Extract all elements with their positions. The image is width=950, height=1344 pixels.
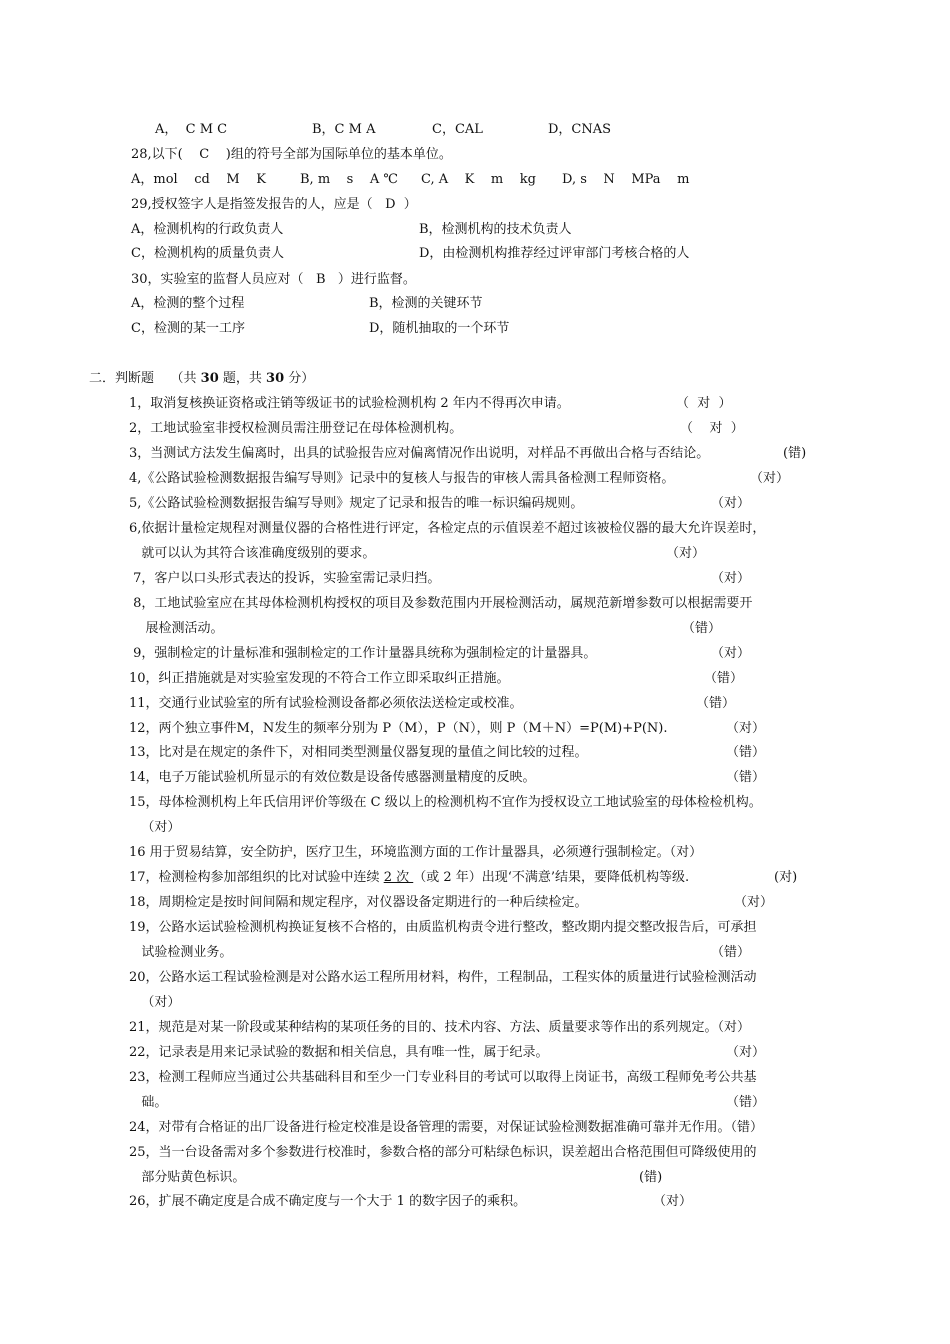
question-30-option-b: B，检测的关键环节 [369,296,483,311]
judgment-underlined-text: 2 次 [383,870,414,885]
judgment-answer: （对） [711,646,751,661]
question-28-option-d: D, s N MPa m [562,172,690,187]
judgment-text: 26，扩展不确定度是合成不确定度与一个大于 1 的数字因子的乘积。 [129,1194,527,1209]
judgment-text: 1，取消复核换证资格或注销等级证书的试验检测机构 2 年内不得再次申请。 [129,396,570,411]
judgment-answer: （对） [666,546,706,561]
judgment-item [129,795,762,811]
judgment-item [129,1170,245,1186]
judgment-item [129,446,709,462]
judgment-item [129,1194,526,1210]
judgment-text: 19，公路水运试验检测机构换证复核不合格的，由质监机构责令进行整改，整改期内提交整改报告后，可承担 [129,920,757,935]
judgment-item [129,945,232,961]
prev-option-a: A， C M C [155,122,228,137]
judgment-item [129,671,510,687]
judgment-answer: （错） [726,1095,766,1110]
judgment-answer: （ 对 ） [676,396,732,411]
judgment-text: 展检测活动。 [129,621,224,636]
judgment-text: 部分贴黄色标识。 [129,1170,246,1185]
judgment-text: （对） [129,995,181,1010]
judgment-text: 18，周期检定是按时间间隔和规定程序，对仪器设备定期进行的一种后续检定。 [129,895,588,910]
judgment-item [129,496,583,512]
judgment-item [129,721,668,737]
judgment-text: 7，客户以口头形式表达的投诉，实验室需记录归挡。 [129,571,441,586]
judgment-answer: （对） [726,1045,766,1060]
judgment-item [129,421,462,437]
judgment-item [129,1095,167,1111]
question-29-option-b: B，检测机构的技术负责人 [419,222,572,237]
judgment-text: 6,依据计量检定规程对测量仪器的合格性进行评定，各检定点的示值误差不超过该被检仪器的最大允许误差时， [129,521,766,536]
judgment-answer: （ 对 ） [680,421,744,436]
judgment-item [129,396,570,412]
question-30-stem: 30，实验室的监督人员应对（ B ）进行监督。 [131,272,416,287]
judgment-text: 11，交通行业试验室的所有试验检测设备都必须依法送检定或校准。 [129,696,523,711]
judgment-text: 2，工地试验室非授权检测员需注册登记在母体检测机构。 [129,421,463,436]
judgment-text: 24，对带有合格证的出厂设备进行检定校准是设备管理的需要，对保证试验检测数据准确可靠并无作用。（错） [129,1120,764,1135]
judgment-item [129,1020,750,1036]
question-29-option-a: A，检测机构的行政负责人 [131,222,284,237]
judgment-answer: （错） [704,671,744,686]
judgment-item [129,696,523,712]
question-30-option-a: A，检测的整个过程 [131,296,245,311]
judgment-item [129,920,757,936]
judgment-item [129,1145,757,1161]
judgment-text: 试验检测业务。 [129,945,233,960]
question-28-option-c: C, A K m kg [421,172,536,187]
judgment-item [129,845,702,861]
judgment-text: 就可以认为其符合该准确度级别的要求。 [129,546,376,561]
judgment-text: 17，检测检构参加部组织的比对试验中连续 [129,870,384,885]
judgment-answer: （错） [726,770,766,785]
prev-option-b: B，C M A [312,122,376,137]
judgment-answer: （对） [734,895,774,910]
judgment-answer: (对) [774,870,798,885]
judgment-item [129,745,588,761]
question-28-stem: 28,以下( C )组的符号全部为国际单位的基本单位。 [131,147,452,162]
question-30-option-d: D，随机抽取的一个环节 [369,321,510,336]
judgment-text: 15，母体检测机构上年氏信用评价等级在 C 级以上的检测机构不宜作为授权设立工地试验室的母体检检机构。 [129,795,762,810]
judgment-item [129,820,180,836]
judgment-text: 9，强制检定的计量标准和强制检定的工作计量器具统称为强制检定的计量器具。 [129,646,597,661]
judgment-text: （对） [129,820,181,835]
judgment-answer: （错） [711,945,751,960]
judgment-answer: （错） [696,696,736,711]
judgment-item [129,1070,757,1086]
judgment-text: 3，当测试方法发生偏离时，出具的试验报告应对偏离情况作出说明，对样品不再做出合格与否结论。 [129,446,710,461]
judgment-item [129,596,752,612]
question-29-stem: 29,授权签字人是指签发报告的人，应是（ D ） [131,197,417,212]
judgment-text: 4,《公路试验检测数据报告编写导则》记录中的复核人与报告的审核人需具备检测工程师资格。 [129,471,675,486]
judgment-answer: （对） [726,721,766,736]
judgment-text: 22，记录表是用来记录试验的数据和相关信息，具有唯一性，属于纪录。 [129,1045,549,1060]
judgment-item [129,995,180,1011]
judgment-answer: (错) [639,1170,663,1185]
judgment-text: 23，检测工程师应当通过公共基础科目和至少一门专业科目的考试可以取得上岗证书，高级工程师免考公共基 [129,1070,757,1085]
judgment-item [129,471,674,487]
judgment-answer: （错） [682,621,722,636]
judgment-answer: （对） [653,1194,693,1209]
judgment-text: 20，公路水运工程试验检测是对公路水运工程所用材料，构件，工程制品，工程实体的质量进行试验检测活动 [129,970,757,985]
judgment-text: 13，比对是在规定的条件下，对相同类型测量仪器复现的量值之间比较的过程。 [129,745,588,760]
judgment-item [129,521,765,537]
judgment-item [129,970,757,986]
question-28-option-b: B, m s A ℃ [300,172,398,187]
question-30-option-c: C，检测的某一工序 [131,321,245,336]
judgment-text: 8，工地试验室应在其母体检测机构授权的项目及参数范围内开展检测活动，属规范新增参数可以根据需要开 [129,596,753,611]
prev-option-d: D，CNAS [548,122,612,137]
judgment-text-continued: （或 2 年）出现‘不满意’结果，要降低机构等级. [413,870,690,885]
prev-option-c: C，CAL [432,122,483,137]
question-29-option-d: D，由检测机构推荐经过评审部门考核合格的人 [419,246,690,261]
judgment-text: 10，纠正措施就是对实验室发现的不符合工作立即采取纠正措施。 [129,671,510,686]
judgment-text: 16 用于贸易结算，安全防护，医疗卫生，环境监测方面的工作计量器具，必须遵行强制检定。（对） [129,845,703,860]
judgment-text: 25，当一台设备需对多个参数进行校准时，参数合格的部分可粘绿色标识，误差超出合格范围但可降级使用的 [129,1145,757,1160]
judgment-answer: （对） [711,571,751,586]
judgment-answer: （对） [711,496,751,511]
judgment-text: 础。 [129,1095,168,1110]
judgment-item [129,646,596,662]
question-28-option-a: A，mol cd M K [131,172,266,187]
judgment-text: 12，两个独立事件M，N发生的频率分别为 P（M），P（N），则 P（M＋N）=P(M)+P(N). [129,721,668,736]
question-29-option-c: C，检测机构的质量负责人 [131,246,284,261]
judgment-answer: （对） [750,471,790,486]
judgment-text: 21，规范是对某一阶段或某种结构的某项任务的目的、技术内容、方法、质量要求等作出的系列规定。（对） [129,1020,751,1035]
judgment-text: 5,《公路试验检测数据报告编写导则》规定了记录和报告的唯一标识编码规则。 [129,496,584,511]
judgment-text: 14，电子万能试验机所显示的有效位数是设备传感器测量精度的反映。 [129,770,536,785]
judgment-item [129,621,224,637]
section-heading: 二．判断题 （共 30 题，共 30 分） [89,371,315,386]
judgment-item [129,1045,549,1061]
judgment-answer: （错） [726,745,766,760]
judgment-item [129,1120,763,1136]
judgment-item [129,895,588,911]
judgment-item [129,770,536,786]
judgment-answer: (错) [783,446,807,461]
judgment-item [129,870,689,886]
judgment-item [129,571,440,587]
judgment-item [129,546,375,562]
